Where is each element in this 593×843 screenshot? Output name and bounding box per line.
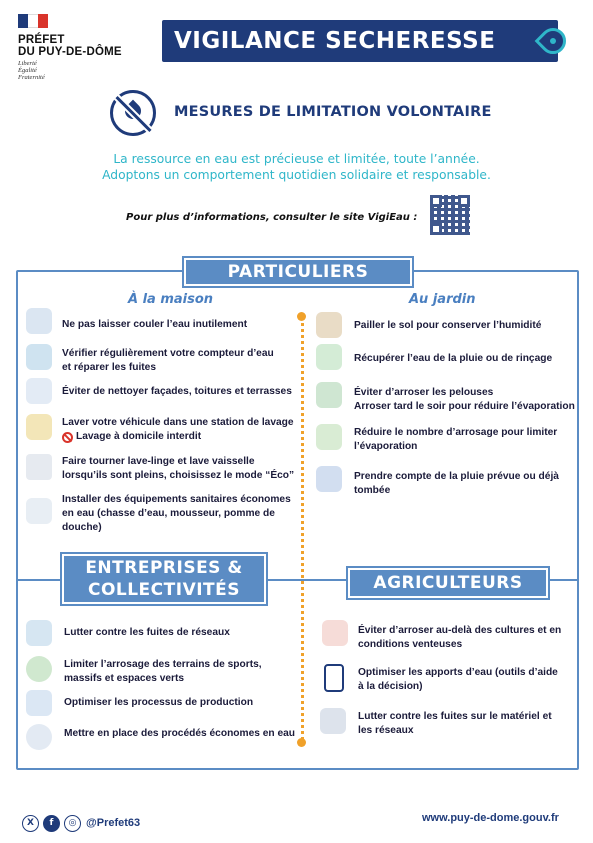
x-twitter-icon[interactable]: X bbox=[22, 815, 39, 832]
list-item: Éviter de nettoyer façades, toitures et terrasses bbox=[62, 386, 292, 397]
sports-field-icon bbox=[26, 656, 52, 682]
car-wash-icon bbox=[26, 414, 52, 440]
list-item: Lutter contre les fuites de réseaux bbox=[64, 627, 230, 638]
qr-code[interactable] bbox=[430, 195, 470, 235]
list-item: Installer des équipements sanitaires économes en eau (chasse d’eau, mousseur, pomme de douche) bbox=[62, 494, 291, 533]
list-item: Lutter contre les fuites sur le matériel et les réseaux bbox=[358, 711, 552, 736]
instagram-icon[interactable]: ◎ bbox=[64, 815, 81, 832]
no-water-icon bbox=[110, 90, 156, 136]
section-title-particuliers: PARTICULIERS bbox=[184, 258, 412, 286]
subtitle: MESURES DE LIMITATION VOLONTAIRE bbox=[174, 104, 492, 120]
prohibited-icon bbox=[62, 432, 73, 443]
heading-jardin: Au jardin bbox=[409, 292, 476, 307]
watering-plants-icon bbox=[316, 424, 342, 450]
list-item: Mettre en place des procédés économes en eau bbox=[64, 728, 296, 739]
prefecture-name: PRÉFET DU PUY-DE-DÔME bbox=[18, 34, 122, 58]
pipe-leak-icon bbox=[26, 620, 52, 646]
list-item: Éviter d’arroser au-delà des cultures et en conditions venteuses bbox=[358, 625, 562, 650]
list-item: Réduire le nombre d’arrosage pour limiter l’évaporation bbox=[354, 427, 558, 452]
intro-line-2: Adoptons un comportement quotidien solidaire et responsable. bbox=[102, 168, 491, 182]
divider-dot bbox=[297, 738, 306, 747]
section-title-entreprises: ENTREPRISES & COLLECTIVITÉS bbox=[62, 554, 266, 604]
info-text: Pour plus d’informations, consulter le site VigiEau : bbox=[126, 212, 418, 223]
list-item: Récupérer l’eau de la pluie ou de rinçage bbox=[354, 353, 553, 364]
list-item: Pailler le sol pour conserver l’humidité bbox=[354, 320, 542, 331]
gears-icon bbox=[26, 690, 52, 716]
list-item: Optimiser les processus de production bbox=[64, 697, 254, 708]
list-item: Vérifier régulièrement votre compteur d’eau et réparer les fuites bbox=[62, 348, 274, 373]
list-item: Limiter l’arrosage des terrains de sports, massifs et espaces verts bbox=[64, 659, 262, 684]
water-cycle-icon bbox=[26, 724, 52, 750]
page-title: VIGILANCE SECHERESSE bbox=[162, 20, 558, 62]
list-item: Optimiser les apports d’eau (outils d’aide à la décision) bbox=[358, 667, 558, 692]
recycle-water-icon bbox=[316, 344, 342, 370]
list-item: Éviter d’arroser les pelouses Arroser tard le soir pour réduire l’évaporation bbox=[354, 387, 575, 412]
heading-maison: À la maison bbox=[128, 292, 214, 307]
section-title-agriculteurs: AGRICULTEURS bbox=[348, 568, 548, 598]
pressure-washer-icon bbox=[26, 378, 52, 404]
list-item: Laver votre véhicule dans une station de lavage Lavage à domicile interdit bbox=[62, 417, 294, 442]
mulch-icon bbox=[316, 312, 342, 338]
intro-line-1: La ressource en eau est précieuse et limitée, toute l’année. bbox=[113, 152, 480, 166]
water-drop-icon bbox=[535, 23, 572, 60]
list-item: Faire tourner lave-linge et lave vaisselle lorsqu’ils sont pleins, choisissez le mode “Éco” bbox=[62, 456, 295, 481]
facebook-icon[interactable]: f bbox=[43, 815, 60, 832]
faucet-icon bbox=[26, 308, 52, 334]
list-item: Prendre compte de la pluie prévue ou déjà tombée bbox=[354, 471, 559, 496]
windsock-icon bbox=[322, 620, 348, 646]
rain-cloud-icon bbox=[316, 466, 342, 492]
divider-dot bbox=[297, 312, 306, 321]
republic-flag-icon bbox=[18, 14, 48, 28]
lawn-sprinkler-icon bbox=[316, 382, 342, 408]
list-item: Ne pas laisser couler l’eau inutilement bbox=[62, 319, 248, 330]
website-link[interactable]: www.puy-de-dome.gouv.fr bbox=[422, 812, 559, 824]
irrigation-equipment-icon bbox=[320, 708, 346, 734]
shower-icon bbox=[26, 498, 52, 524]
washing-machine-icon bbox=[26, 454, 52, 480]
column-divider bbox=[301, 316, 304, 746]
republic-motto: Liberté Égalité Fraternité bbox=[18, 60, 45, 81]
water-meter-icon bbox=[26, 344, 52, 370]
smartphone-icon bbox=[324, 664, 344, 692]
social-handle[interactable]: @Prefet63 bbox=[86, 817, 141, 829]
